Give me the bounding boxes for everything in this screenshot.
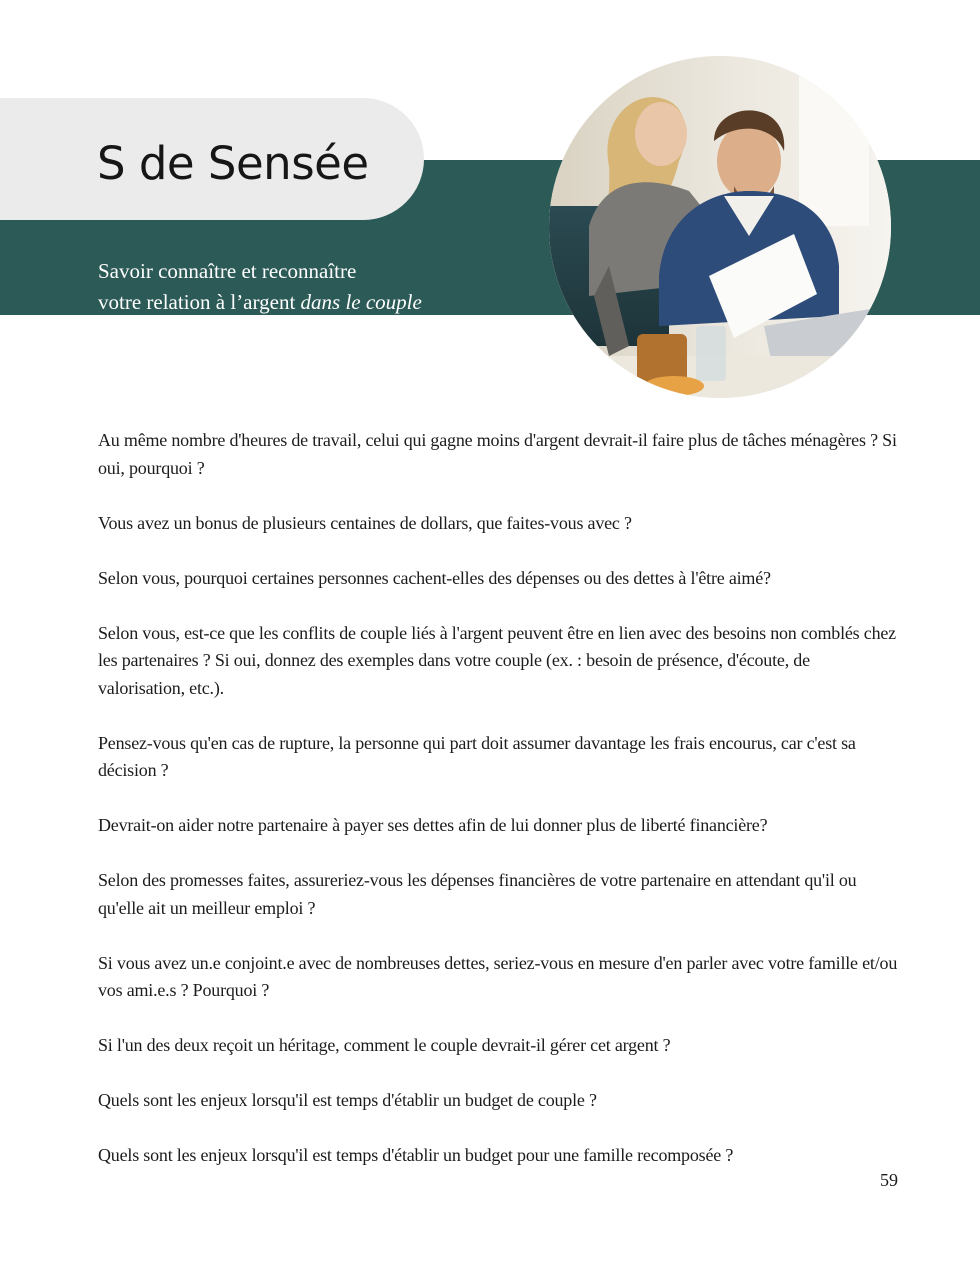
question-item: Quels sont les enjeux lorsqu'il est temps d'établir un budget de couple ? (98, 1090, 597, 1110)
question-item: Quels sont les enjeux lorsqu'il est temps d'établir un budget pour une famille recomposée ? (98, 1145, 734, 1165)
couple-photo (549, 56, 891, 398)
subtitle-line-2: votre relation à l’argent (98, 290, 301, 314)
question-item: Selon vous, est-ce que les conflits de couple liés à l'argent peuvent être en lien avec des besoins non comblés chez les partenaires ? Si oui, donnez des exemples dans votre couple (ex. : besoin de présence, d'écoute, de valorisation, etc.). (98, 622, 896, 698)
question-item: Selon vous, pourquoi certaines personnes cachent-elles des dépenses ou des dettes à l'être aimé? (98, 567, 771, 588)
subtitle-line-1: Savoir connaître et reconnaître (98, 259, 357, 283)
question-list (98, 427, 898, 1197)
page-number: 59 (880, 1170, 898, 1190)
question-item: Devrait-on aider notre partenaire à payer ses dettes afin de lui donner plus de liberté financière? (98, 815, 768, 835)
question-item: Si l'un des deux reçoit un héritage, comment le couple devrait-il gérer cet argent ? (98, 1035, 671, 1055)
question-item: Selon des promesses faites, assureriez-vous les dépenses financières de votre partenaire en attendant qu'il ou qu'elle ait un meilleur emploi ? (98, 870, 857, 918)
question-item: Au même nombre d'heures de travail, celui qui gagne moins d'argent devrait-il faire plus de tâches ménagères ? Si oui, pourquoi ? (98, 430, 897, 478)
page-title: S de Sensée (97, 137, 369, 190)
question-item: Si vous avez un.e conjoint.e avec de nombreuses dettes, seriez-vous en mesure d'en parler avec votre famille et/ou vos ami.e.s ? Pourquoi ? (98, 952, 898, 1000)
couple-reviewing-finances-icon (549, 56, 891, 398)
page-subtitle (98, 256, 422, 318)
question-item: Vous avez un bonus de plusieurs centaines de dollars, que faites-vous avec ? (98, 512, 632, 533)
subtitle-emphasis: dans le couple (300, 290, 422, 314)
question-item: Pensez-vous qu'en cas de rupture, la personne qui part doit assumer davantage les frais encourus, car c'est sa décision ? (98, 732, 856, 780)
